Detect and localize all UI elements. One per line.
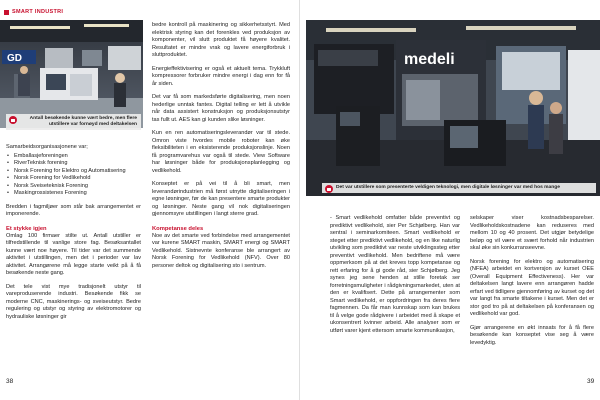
caption-right-text: Det var utstillere som presenterte veldigen teknologi, men digitale løsninger var med hos mange xyxy=(336,185,560,190)
list-item: • Emballasjeforeningen xyxy=(6,153,141,161)
list-item: • Norsk Forening for Vedlikehold xyxy=(6,175,141,183)
text-column-2 xyxy=(152,22,290,276)
exhibition-hall-illustration xyxy=(0,20,143,128)
machine-booth-illustration xyxy=(306,20,600,196)
organisations-list xyxy=(6,153,141,198)
paragraph: - Smart vedlikehold omfatter både preventivt og prediktivt vedlikehold, sier Per Schjølberg. Han var sentral i seminarkomiteen. Smart vedlikehold er steget etter prediktivt vedlikehold, og en like naturlig utvikling som prediktivt var neste utviklingssteg etter preventivt vedlikehold. Men bedriftene må være oppmerksom på at det kreves topp kompetanse og rett erfaring for å gi gode råd, sier Schjølberg. Jeg synes jeg sene henden at stille foretak ser forretningsmuligheter i rådgivningsmarkedet, uten at den er kvalifisert. Dette på arrangementer som Smart vedlikehold, er oppfordringen fra deres flere fagmennen. Da får man kunnskap som kan brukes til å velge gode rådgivere i arbeidet med å skape et ukonsentrert kvinner arbeid. Alle analyser som er utført varer kjent ettersom smarte kommunikasjon, xyxy=(330,215,460,334)
page-number-right: 39 xyxy=(587,378,595,385)
booth-brand-text: medeli xyxy=(404,51,455,68)
list-item: • Maskingrossistenes Forening xyxy=(6,190,141,198)
booth-sign-text: GD xyxy=(7,53,22,64)
paragraph: Kun en ren automatiseringsleverandør var til stede. Omron viste hvordes mobile roboter kan øke fleksibiliteten i en eksisterende produksjonslinje. Noen få programvarehus var også til stede. View Software har løsninger både for produksjonsplanlegging og vedlikehold. xyxy=(152,130,290,174)
list-item: • Norsk Forening for Elektro og Automatisering xyxy=(6,168,141,176)
section-header xyxy=(4,9,63,15)
section-header-label: SMART INDUSTRI xyxy=(12,9,64,15)
paragraph: Norsk forening for elektro og automatisering (NFEA) arbeidet en kortversjon av kurset OEE (Overall Equipment Effectiveness). Her var deltakelsen langt lavere enn arrangøren hadde erfart ved tidligere gjennomføring av kurset og det var langt fra smarte tiltakene i kurset. Men det er stor god tro på at deltakelsen på konferansen og vedlikehold var god. xyxy=(470,258,594,317)
paragraph: Noe av det smarte ved forbindelse med arrangementet var kurene SMART maskin, SMART energi og SMART Vedlikehold. Sistnevnte konferanse ble arrangert av Norsk Forening for Vedlikehold (NFV). Over 80 personer deltok og digitalisering sto i sentrum. xyxy=(152,232,290,269)
header-marker xyxy=(4,10,9,15)
subheading: Et stykke igjen xyxy=(6,225,47,232)
camera-icon xyxy=(325,185,333,193)
page-number-left: 38 xyxy=(6,378,14,385)
paragraph: Gjør arrangerene en økt innsats for å få flere besøkende kan konseptet vise seg å være levedyktig. xyxy=(470,324,594,346)
paragraph: selskaper viser kostnadsbesparelser. Vedlikeholdskostnadene kan reduseres med mellom 10 og 40 prosent. Det utgjør betydelige beløp og vil være et svært forhold når industrien skal øke sin konkurranseevne. xyxy=(470,215,594,251)
exhibition-photo-right xyxy=(306,20,600,196)
exhibition-photo-left xyxy=(0,20,143,128)
subheading: Kompetanse deles xyxy=(152,225,204,232)
paragraph: bedre kontroll på maskinering og sikkerhetsstyrt. Med elektrisk styring kan det forenkles ved produksjon av komponenter, vil slutt produktet få høyere kvalitet. Resultatet er mindre vrak og lavere energiforbruk i sluttproduktet. xyxy=(152,22,290,58)
caption-left-text: Antall besøkende kunne vært bedre, men flere utstillere var fornøyd med deltakelsen xyxy=(29,116,137,127)
paragraph: Energieffektivisering er også et aktuelt tema. Trykkluft kompressorer forbruker mindre energi i dag enn for få år siden. xyxy=(152,65,290,87)
text-column-3 xyxy=(330,215,460,341)
camera-icon xyxy=(9,116,17,124)
list-item: • Norsk Sveiseteknisk Forening xyxy=(6,183,141,191)
photo-caption-right xyxy=(322,183,596,193)
paragraph: Det tele vist mye tradisjonelt utstyr til vareproduserende industri. Besøkende fikk se moderne CNC, maskinerings- og sveiseutstyr. Bedre regulering og utstyr og styring av elektromotorer og hydrauliske løsninger gir xyxy=(6,283,141,320)
list-item: • RiverTeknisk forening xyxy=(6,160,141,168)
text-column-1 xyxy=(6,144,141,327)
paragraph: Konseptet er på vei til å bli smart, men leverandørindustrien må først utnytte digitaliseringen i egne løsninger, før de kan presentere smarte produkter og løsninger. Neste gang vil nok digitaliseringen gjennomsyre utstillingen i langt sterre grad. xyxy=(152,181,290,217)
paragraph: Det var få som markedsførte digitalisering, men noen hederlige unntak fantes. Digital telling er lett å utvikle når data assistert konstruksjon og produksjonsutstyr tas fullt ut. AES kan gi kunden slike løsninger. xyxy=(152,94,290,123)
paragraph: Omlag 100 firmaer stilte ut. Antall utstiller er tilfredstillende til vanlige store fag. Besøksantallet kunne vært noe høyere. Til tider var det summende aktivitet i utstillingen, men det i perioder var lav aktivitet. Arrangørene må legge starte veikt på å få besøkende neste gang. xyxy=(6,232,141,276)
text-column-4 xyxy=(470,215,594,353)
organisations-intro: Samarbeidsorganisasjonene var; xyxy=(6,144,88,150)
paragraph: Bredden i fagmiljøer som står bak arrangementet er imponerende. xyxy=(6,203,141,217)
photo-caption-left xyxy=(6,114,141,130)
